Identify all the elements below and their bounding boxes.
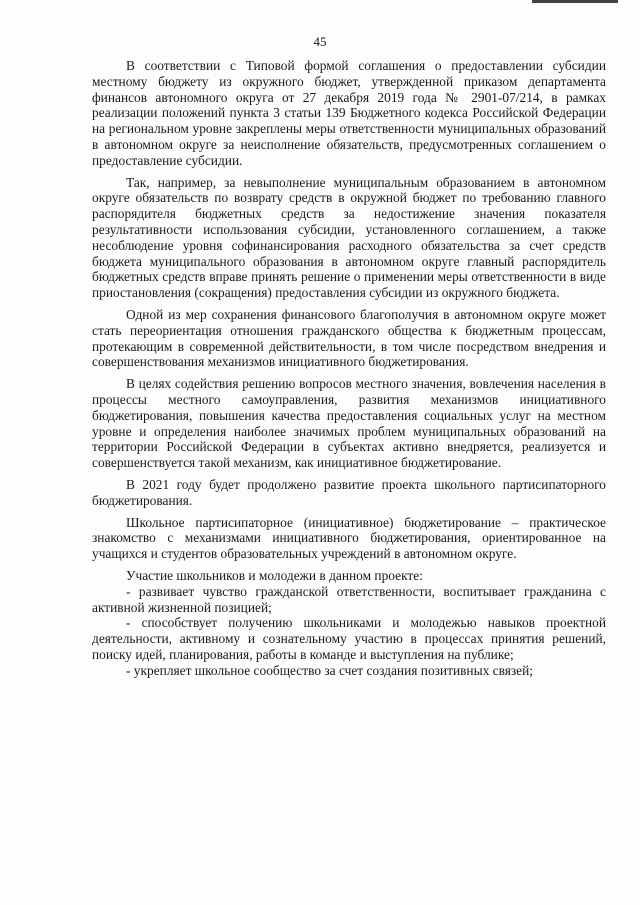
scan-edge-mark [532,0,618,3]
paragraph-participation-intro: Участие школьников и молодежи в данном проекте: [126,567,423,583]
paragraph-financial-wellbeing: Одной из мер сохранения финансового благополучия в автономном округе может стать переориентация отношения гражданского общества к бюджетным процессам, протекающим в современной действительности, в том числе посредством внедрения и совершенствования механизмов инициативного бюджетирования. [92,306,606,370]
document-body [92,58,606,678]
list-item-school-community: - укрепляет школьное сообщество за счет создания позитивных связей; [126,662,534,678]
paragraph-responsibility-example: Так, например, за невыполнение муниципальным образованием в автономном округе обязательств по возврату средств в окружной бюджет по требованию главного распорядителя бюджетных средств за недостижение значения показателя результативности использования субсидии, установленного соглашением, а также несоблюдение уровня софинансирования расходного обязательства за счет средств бюджета муниципального образования в автономном округе главный распорядитель бюджетных средств вправе принять решение о применении меры ответственности в виде приостановления (сокращения) предоставления субсидии из окружного бюджета. [92,174,606,301]
list-item-civic-responsibility: - развивает чувство гражданской ответственности, воспитывает гражданина с активной жизненной позицией; [92,583,606,615]
page-number: 45 [313,34,327,49]
paragraph-school-project-2021: В 2021 году будет продолжено развитие проекта школьного партисипаторного бюджетирования. [92,476,606,508]
paragraph-school-budgeting-definition: Школьное партисипаторное (инициативное) бюджетирование – практическое знакомство с механизмами инициативного бюджетирования, ориентированное на учащихся и студентов образовательных учреждений в автономном округе. [92,514,606,562]
paragraph-subsidy-agreement: В соответствии с Типовой формой соглашения о предоставлении субсидии местному бюджету из окружного бюджет, утвержденной приказом департамента финансов автономного округа от 27 декабря 2019 года № 2901-07/214, в рамках реализации положений пункта 3 статьи 139 Бюджетного кодекса Российской Федерации на региональном уровне закреплены меры ответственности муниципальных образований в автономном округе за неисполнение обязательств, предусмотренных соглашением о предоставление субсидии. [92,58,606,168]
list-item-project-skills: - способствует получению школьниками и молодежью навыков проектной деятельности, активному и сознательному участию в процессах принятия решений, поиску идей, планирования, работы в команде и выступления на публике; [92,615,606,662]
paragraph-initiative-budgeting: В целях содействия решению вопросов местного значения, вовлечения населения в процессы местного самоуправления, развития механизмов инициативного бюджетирования, повышения качества предоставления социальных услуг на местном уровне и определения наиболее значимых проблем муниципальных образований на территории Российской Федерации в субъектах активно внедряется, реализуется и совершенствуется такой механизм, как инициативное бюджетирование. [92,376,606,471]
